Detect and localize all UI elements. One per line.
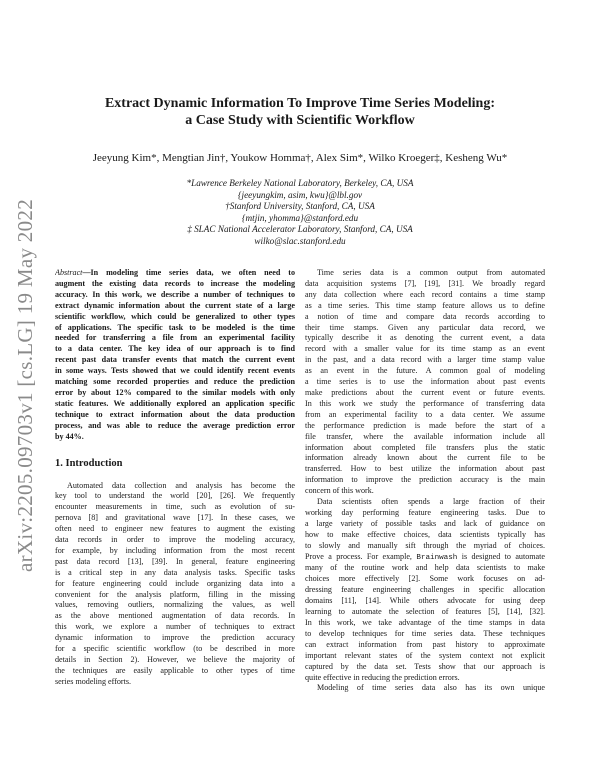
- affiliation-line: wilko@slac.stanford.edu: [254, 235, 346, 246]
- paragraph-line: record with a smaller value for its time stamp as an event: [305, 344, 545, 354]
- affiliation-line: †Stanford University, Stanford, CA, USA: [225, 201, 375, 212]
- paragraph-line: can extract information from past history to approximate: [305, 639, 545, 649]
- abstract-line: by 44%.: [55, 431, 84, 441]
- paragraph-line: information to improve the prediction accuracy is the main: [305, 475, 545, 485]
- arxiv-identifier-text: arXiv:2205.09703v1 [cs.LG] 19 May 2022: [12, 198, 37, 572]
- paragraph-line: to develop techniques for time series data. These techniques: [305, 628, 545, 638]
- abstract: [55, 268, 295, 443]
- paragraph-line: typically describe it as denoting the current event, a data: [305, 333, 545, 343]
- abstract-line: static features. We additionally explored an application specific: [55, 398, 295, 408]
- paragraph-line: convenient for the analysis platform, filling in the missing: [55, 589, 295, 599]
- arxiv-identifier-stamp: [8, 200, 42, 570]
- abstract-line: augment the existing data records to increase the modeling: [55, 278, 295, 288]
- affiliation-line: {mtjin, yhomma}@stanford.edu: [241, 212, 359, 223]
- paragraph-line: for a specific scientific workflow (to be described in more: [55, 644, 295, 654]
- paragraph-line: working day performing feature engineering tasks. Due to: [305, 507, 545, 517]
- paragraph-line: captured by the data set. Tests show that our approach is: [305, 661, 545, 671]
- abstract-line: technique to extract information about the data production: [55, 409, 295, 419]
- paragraph-line: how to make effective choices, data scientists typically has: [305, 529, 545, 539]
- left-column: [55, 268, 295, 688]
- paragraph-line: file transfer, where the available information include all: [305, 431, 545, 441]
- paragraph-line: Time series data is a common output from automated: [317, 268, 545, 277]
- abstract-line: accuracy. In this work, we describe a number of techniques to: [55, 289, 295, 299]
- paragraph-line: quite effective in reducing the prediction errors.: [305, 672, 460, 682]
- paragraph-line: a time series is to use the information about past events: [305, 377, 545, 387]
- paragraph-line: series modeling efforts.: [55, 676, 132, 686]
- paragraph-line: dressing feature engineering challenges in specific allocation: [305, 585, 545, 595]
- paragraph-line: their time stamps. Given any particular data record, we: [305, 322, 545, 332]
- paragraph-line: In this work we study the performance of transferring data: [305, 398, 545, 408]
- abstract-line: recent past data transfer events that match the current event: [55, 355, 295, 365]
- paragraph-line: key tool to understand the world [20], [26]. We frequently: [55, 491, 295, 501]
- paragraph-line: from an experimental facility to a data center. We assume: [305, 409, 545, 419]
- paragraph-line: details in Section 2). However, we believe the majority of: [55, 655, 295, 664]
- introduction-paragraph: [55, 481, 295, 688]
- paragraph-line: many of the routine work and help data scientists to make: [305, 563, 545, 573]
- right-column: [305, 268, 545, 694]
- abstract-line: in some ways. Tests showed that we could identify recent events: [55, 366, 295, 376]
- affiliations: [60, 178, 540, 248]
- paragraph-line: information about completed file transfers plus the static: [305, 442, 545, 452]
- paragraph-line: information already known about the current file to be: [305, 453, 545, 463]
- paragraph-line-brainwash: [305, 552, 545, 564]
- paragraph-line: this work, we explore a number of techniques to extract: [55, 622, 295, 632]
- paragraph-line: values, removing outliers, normalizing the values, as well: [55, 600, 295, 610]
- paragraph-line: choices more effectively [2]. Some work focuses on ad-: [305, 574, 545, 584]
- section-heading-introduction: 1. Introduction: [55, 457, 123, 469]
- paragraph-line: in the past, and a data record with a larger time stamp value: [305, 355, 545, 365]
- abstract-line: to a data center. The key idea of our approach is to find: [55, 344, 295, 354]
- paragraph-line: a notion of time and compare data records according to: [305, 311, 545, 321]
- paragraph-line: to slowly and manually sift through the myriad of choices.: [305, 540, 545, 550]
- paragraph-line: Automated data collection and analysis has become the: [67, 480, 295, 490]
- paragraph-line: important relevant states of the system context not explicit: [305, 650, 545, 660]
- brainwash-tool-name: Brainwash: [416, 553, 458, 562]
- abstract-label: Abstract: [55, 268, 83, 277]
- body-paragraph-time-series: [305, 268, 545, 497]
- paragraph-line: learning to automate the selection of features [5], [14], [32].: [305, 607, 545, 617]
- abstract-line: process, and was able to reduce the average prediction error: [55, 420, 295, 430]
- paragraph-line: Data scientists often spends a large fraction of their: [317, 497, 545, 507]
- paragraph-line: In this work, we take advantage of the time stamps in data: [305, 618, 545, 627]
- paragraph-line: pernova [8] and gravitational wave [17]. In these cases, we: [55, 513, 295, 523]
- paragraph-line: domains [11], [14]. While others advocate for using deep: [305, 596, 545, 606]
- paragraph-line: as an event in the future. A common goal of modeling: [305, 366, 545, 376]
- paragraph-line: for feature engineering could include organizing data into a: [55, 578, 295, 588]
- paragraph-line: the performance prediction is made before the start of a: [305, 420, 545, 430]
- abstract-text: —In modeling time series data, we often need to: [82, 268, 295, 277]
- paragraph-line: as a time series. This time stamp feature allows us to define: [305, 300, 545, 310]
- paragraph-line: often need to engineer new features to augment the existing: [55, 524, 295, 534]
- paragraph-line: concern of this work.: [305, 486, 374, 496]
- paragraph-line: dynamic information to improve the prediction accuracy: [55, 633, 295, 643]
- paragraph-line: data records in order to improve the modeling accuracy,: [55, 535, 295, 545]
- paragraph-line: for example, by including information from the most recent: [55, 545, 295, 555]
- brainwash-prefix: Prove a process. For example,: [305, 551, 417, 561]
- paragraph-line: Modeling of time series data also has its own unique: [317, 683, 545, 693]
- affiliation-line: *Lawrence Berkeley National Laboratory, Berkeley, CA, USA: [186, 178, 414, 188]
- paragraph-line: make predictions about the current event or future events.: [305, 387, 545, 397]
- abstract-line: needed for transferring a file from an experimental facility: [55, 333, 295, 343]
- abstract-line: of applications. The specific task to be modeled is the time: [55, 322, 295, 332]
- paragraph-line: past data record [13], [39]. In general, feature engineering: [55, 556, 295, 566]
- abstract-line: matching some recorded properties and reduce the prediction: [55, 377, 295, 387]
- paragraph-line: is a critical step in any data analysis tasks. Specific tasks: [55, 567, 295, 577]
- abstract-line: scientific workflow, which could be generalized to other types: [55, 311, 295, 321]
- body-paragraph-feature-engineering: [305, 497, 545, 683]
- paper-title-line-1: Extract Dynamic Information To Improve Time Series Modeling:: [104, 96, 496, 111]
- paragraph-line: any data collection where each record contains a time stamp: [305, 289, 545, 299]
- paper-title-line-2: a Case Study with Scientific Workflow: [185, 113, 415, 128]
- paragraph-line: encounter measurements in time, such as evolution of su-: [55, 502, 295, 512]
- body-paragraph-modeling: [305, 683, 545, 694]
- paragraph-line: data acquisition systems [7], [19], [31]. We broadly regard: [305, 278, 545, 288]
- affiliation-line: {jeeyungkim, asim, kwu}@lbl.gov: [237, 189, 363, 200]
- abstract-line: extract dynamic information about the current state of a large: [55, 300, 295, 310]
- paragraph-line: a large variety of possible tasks and lack of guidance on: [305, 518, 545, 528]
- abstract-line: error by about 12% compared to the similar models with only: [55, 387, 295, 397]
- brainwash-suffix: is designed to automate: [457, 551, 545, 561]
- paper-title: [60, 95, 540, 129]
- paragraph-line: the techniques are easily applicable to other types of time: [55, 665, 295, 675]
- abstract-line-1: [55, 268, 295, 279]
- author-list: Jeeyung Kim*, Mengtian Jin†, Youkow Homma†, Alex Sim*, Wilko Kroeger‡, Kesheng Wu*: [92, 152, 508, 164]
- paragraph-line: transferred. How to best utilize the information about past: [305, 464, 545, 474]
- paragraph-line: as the above mentioned augmentation of data records. In: [55, 611, 295, 621]
- affiliation-line: ‡ SLAC National Accelerator Laboratory, Stanford, CA, USA: [187, 224, 413, 235]
